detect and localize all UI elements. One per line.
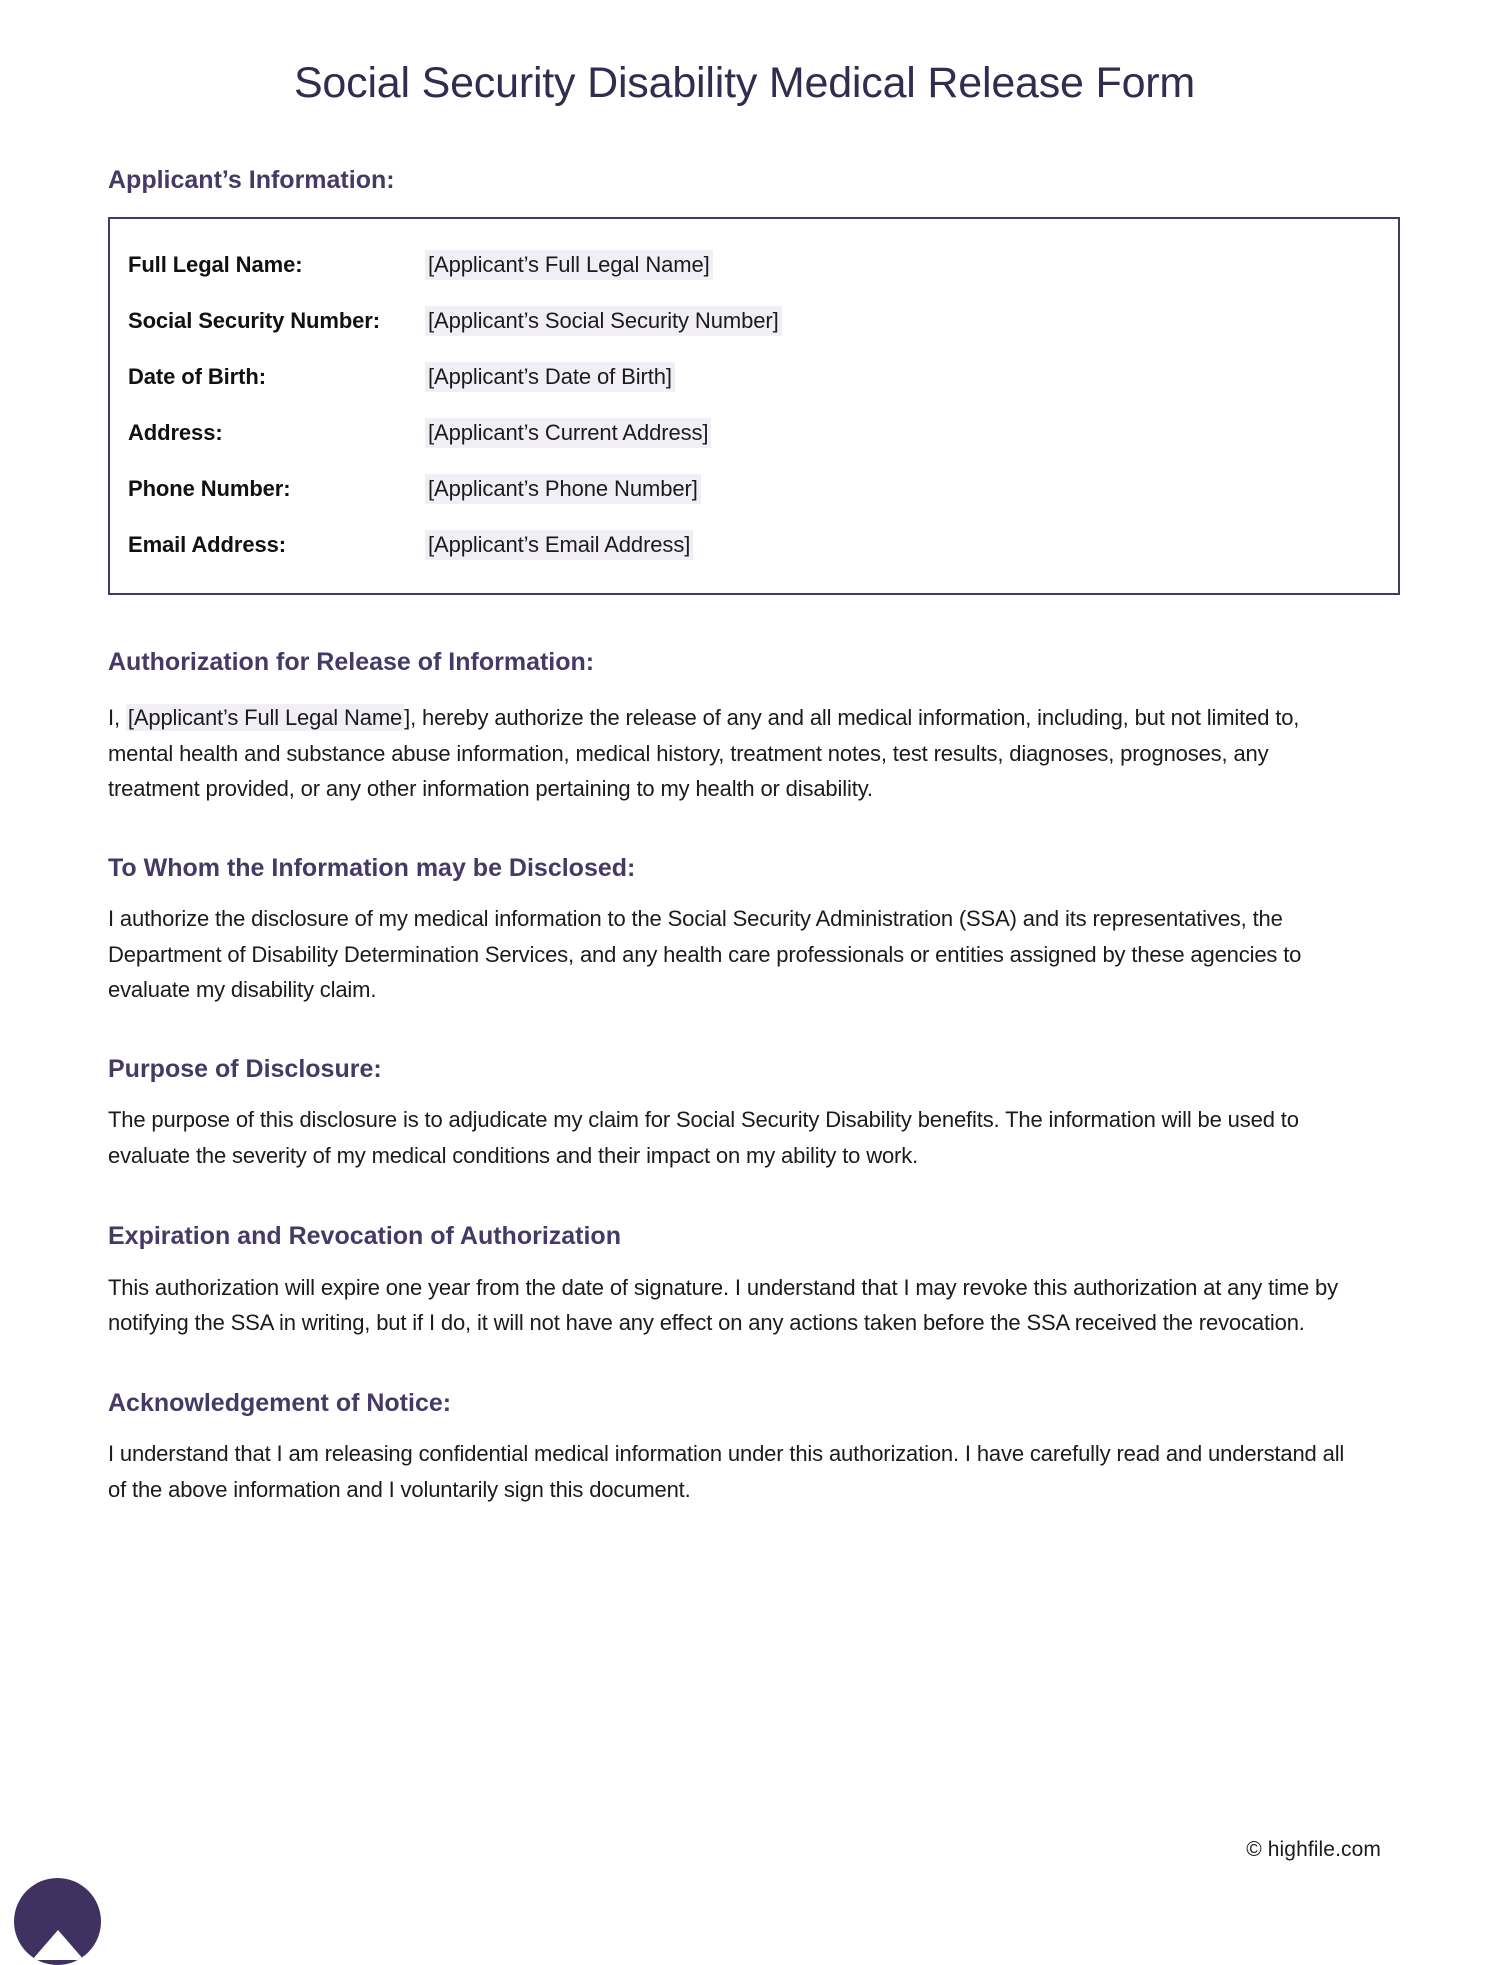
field-label-date-of-birth: Date of Birth: [128, 363, 266, 389]
paragraph-authorization [108, 700, 1353, 807]
chevron-up-icon [32, 1930, 84, 1960]
spacer [108, 1085, 1403, 1102]
page-title: Social Security Disability Medical Release Form [293, 59, 1196, 107]
field-value-phone-number[interactable]: [Applicant’s Phone Number] [425, 474, 701, 504]
paragraph-acknowledgement-of-notice: I understand that I am releasing confidential medical information under this authorization. I have carefully read and understand all of the above information and I voluntarily sign this document. [108, 1441, 1345, 1502]
authorization-suffix: ], hereby authorize the release of any and all medical information, including, but not limited to, mental health and substance abuse information, medical history, treatment notes, test results, diagnoses, prognoses, any treatment provided, or any other information pertaining to my health or disability. [108, 705, 1300, 802]
spacer [108, 1252, 1403, 1270]
field-label-social-security-number: Social Security Number: [128, 307, 381, 333]
field-label-address: Address: [128, 419, 223, 445]
authorization-name-placeholder[interactable]: [Applicant’s Full Legal Name [127, 705, 403, 731]
heading-acknowledgement-of-notice: Acknowledgement of Notice: [108, 1389, 452, 1418]
heading-to-whom-disclosed: To Whom the Information may be Disclosed: [108, 853, 636, 882]
heading-applicant-information: Applicant’s Information: [108, 165, 395, 194]
spacer [108, 1341, 1403, 1388]
heading-purpose-of-disclosure: Purpose of Disclosure: [108, 1055, 382, 1084]
field-value-date-of-birth[interactable]: [Applicant’s Date of Birth] [425, 362, 675, 392]
field-label-phone-number: Phone Number: [128, 475, 291, 501]
field-label-full-legal-name: Full Legal Name: [128, 251, 303, 277]
table-row [110, 293, 1398, 349]
spacer [108, 678, 1403, 700]
spacer [108, 595, 1403, 647]
paragraph-purpose-of-disclosure: The purpose of this disclosure is to adjudicate my claim for Social Security Disability benefits. The information will be used to evaluate the severity of my medical conditions and their impact on my ability to work. [108, 1107, 1299, 1168]
field-value-social-security-number[interactable]: [Applicant’s Social Security Number] [425, 306, 782, 336]
heading-expiration-and-revocation: Expiration and Revocation of Authorization [108, 1221, 621, 1250]
spacer [108, 807, 1403, 853]
paragraph-expiration-and-revocation: This authorization will expire one year from the date of signature. I understand that I may revoke this authorization at any time by notifying the SSA in writing, but if I do, it will not have any effect on any actions taken before the SSA received the revocation. [108, 1274, 1338, 1336]
table-row [110, 237, 1398, 293]
spacer [108, 884, 1403, 901]
page-content [108, 0, 1403, 1941]
highfile-logo-icon [14, 1878, 101, 1965]
field-value-full-legal-name[interactable]: [Applicant’s Full Legal Name] [425, 250, 713, 280]
spacer [108, 1174, 1403, 1221]
footer-credit: © highfile.com [1246, 1838, 1381, 1861]
paragraph-to-whom-disclosed: I authorize the disclosure of my medical information to the Social Security Administration (SSA) and its representatives, the Department of Disability Determination Services, and any health care professionals or entities assigned by these agencies to evaluate my disability claim. [108, 906, 1302, 1003]
table-row [110, 349, 1398, 405]
field-value-email-address[interactable]: [Applicant’s Email Address] [425, 530, 693, 560]
table-row [110, 461, 1398, 517]
field-label-email-address: Email Address: [128, 531, 286, 557]
spacer [108, 1008, 1403, 1054]
spacer [108, 1419, 1403, 1436]
heading-authorization-for-release: Authorization for Release of Information: [108, 647, 595, 676]
field-value-address[interactable]: [Applicant’s Current Address] [425, 418, 711, 448]
table-row [110, 405, 1398, 461]
authorization-prefix: I, [108, 705, 126, 731]
table-row [110, 517, 1398, 573]
applicant-information-table [108, 217, 1400, 595]
